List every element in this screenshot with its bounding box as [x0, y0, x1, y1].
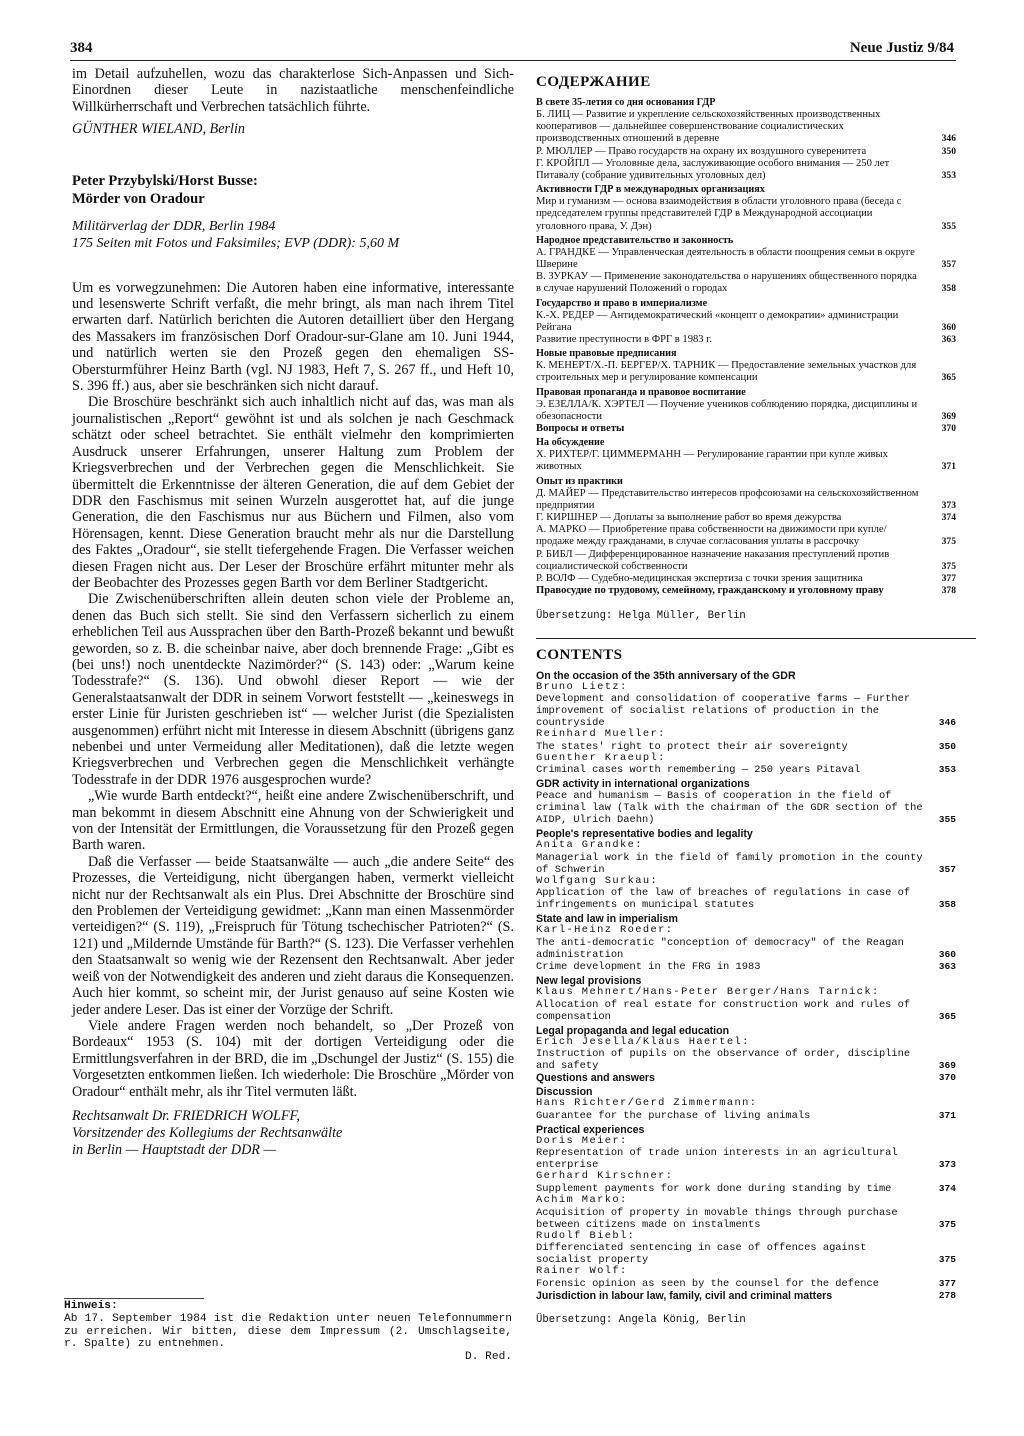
- prev-review-text: im Detail aufzuhellen, wozu das charakterlose Sich-Anpassen und Sich-Einordnen dieser Leute in nazistaatliche menschenfeindliche Willkürherrschaft und Verbrechen tatsächlich führte.: [72, 66, 514, 115]
- toc-entry-text: Guarantee for the purchase of living animals: [536, 1109, 811, 1122]
- toc-entry-text: Б. ЛИЦ — Развитие и укрепление сельскохозяйственных производственных кооперативов — дальнейшее совершенствование социалистических производственных отношений в деревне: [536, 109, 881, 145]
- toc-entry-page: 350: [938, 740, 956, 752]
- toc-entry-page: 365: [941, 372, 956, 384]
- book-heading: [72, 172, 514, 208]
- toc-entry-page: 360: [938, 949, 956, 961]
- toc-entry-page: 365: [938, 1010, 956, 1022]
- toc-entry: [536, 1278, 956, 1290]
- toc-entry-text: The anti-democratic "conception of democracy" of the Reagan administration: [536, 937, 904, 962]
- toc-entry-page: 363: [941, 334, 956, 346]
- toc-section-heading: Народное представительство и законность: [536, 234, 734, 246]
- review-paragraph: Um es vorwegzunehmen: Die Autoren haben eine informative, interessante und lesenswerte Schrift verfaßt, die mehr bringt, als man nach ihrem Titel erwarten darf. Natürlich berichten die Autoren detailliert über den Hergang des Massakers im französischen Dorf Oradour-sur-Glane am 10. Juni 1944, und natürlich werten sie den Prozeß gegen den ehemaligen SS-Obersturmführer Heinz Barth (vgl. NJ 1983, Heft 7, S. 267 ff., und Heft 10, S. 396 ff.) aus, aber sie beschränken sich nicht darauf.: [72, 279, 514, 395]
- toc-entry-text: К. МЕНЕРТ/Х.-П. БЕРГЕР/Х. ТАРНИК — Предоставление земельных участков для строительных мер и регулирование компенсации: [536, 360, 917, 384]
- toc-entry-author: Guenther Kraeupl:: [536, 751, 666, 764]
- review-paragraph: Die Broschüre beschränkt sich auch inhaltlich nicht auf das, was man als journalistischen „Report“ gewöhnt ist und als solchen je nach Geschmack schätzt oder scheel betrachtet. Sie enthält vielmehr den komprimierten Ausdruck unserer Erfahrungen, unserer Haltung zum Problem der Kriegsverbrechen und der Verbrechen gegen die Menschlichkeit. Sie übermittelt die Erkenntnisse der älteren Generation, die auf dem Gebiet der DDR den Faschismus mit seinen Wurzeln ausgerottet hat, auf die junge Generation, die den Faschismus nur aus Büchern und Filmen, also vom Hörensagen, kennt. Diese Generation braucht mehr als nur die Darstellung des Faktes „Oradour“, sie stellt tiefergehende Fragen. Die Verfasser weichen diesen Fragen nicht aus. Der Leser der Broschüre erfährt mitunter mehr als der Beobachter des Prozesses gegen Barth vor dem Berliner Stadtgericht.: [72, 394, 514, 591]
- toc-entry-text: Развитие преступности в ФРГ в 1983 г.: [536, 334, 713, 346]
- toc-entry-author: Wolfgang Surkau:: [536, 874, 659, 887]
- toc-en-title: CONTENTS: [536, 646, 623, 663]
- toc-entry-page: 358: [941, 283, 956, 295]
- toc-entry-page: 375: [941, 560, 956, 572]
- toc-section-heading: Государство и право в империализме: [536, 297, 708, 309]
- toc-entry-page: 346: [938, 717, 956, 729]
- toc-ru-body: [536, 97, 956, 598]
- toc-entry-author: Achim Marko:: [536, 1194, 628, 1207]
- toc-entry: [536, 146, 956, 158]
- toc-entry-author: Gerhard Kirschner:: [536, 1170, 674, 1183]
- toc-entry: [536, 1147, 956, 1171]
- toc-entry: [536, 741, 956, 753]
- book-publisher: Militärverlag der DDR, Berlin 1984: [72, 218, 276, 234]
- note-heading: Hinweis:: [64, 1300, 118, 1312]
- toc-entry-text: Г. КРОЙПЛ — Уголовные дела, заслуживающие особого внимания — 250 лет Питавалу (собрание удивительных уголовных дел): [536, 157, 890, 182]
- toc-english: [536, 647, 956, 1326]
- toc-entry-text: Supplement payments for work done during standing by time: [536, 1183, 892, 1196]
- toc-entry: [536, 887, 956, 911]
- toc-entry: [536, 158, 956, 182]
- toc-entry-text: Managerial work in the field of family promotion in the county of Schwerin: [536, 851, 923, 876]
- toc-entry-page: 357: [938, 863, 956, 875]
- toc-ru-title: СОДЕРЖАНИЕ: [536, 74, 651, 90]
- toc-section-heading: Правовая пропаганда и правовое воспитание: [536, 386, 746, 398]
- toc-entry-text: Р. МЮЛЛЕР — Право государств на охрану их воздушного суверенитета: [536, 145, 867, 157]
- toc-entry-text: Differenciated sentencing in case of offences against socialist property: [536, 1242, 867, 1267]
- header-rule: [70, 60, 956, 61]
- toc-entry-text: Allocation of real estate for construction work and rules of compensation: [536, 998, 911, 1023]
- toc-section-heading: Discussion: [536, 1086, 593, 1099]
- toc-entry-text: Мир и гуманизм — основа взаимодействия в области уголовного права (беседа с председателем группы представителей ГДР в Международной ассоциации уголовного права, У. Дэн): [536, 196, 902, 232]
- toc-entry-text: Г. КИРШНЕР — Доплаты за выполнение работ во время дежурства: [536, 512, 842, 524]
- toc-entry-author: Rainer Wolf:: [536, 1265, 628, 1278]
- toc-entry-page: 355: [938, 814, 956, 826]
- toc-entry-text: The states' right to protect their air sovereignty: [536, 740, 848, 753]
- toc-section-heading: В свете 35-летия со дня основания ГДР: [536, 97, 716, 108]
- toc-divider: [536, 638, 976, 639]
- toc-entry: [536, 1207, 956, 1231]
- toc-entry-text: Peace and humanism — Basis of cooperation in the field of criminal law (Talk with the chairman of the GDR section of the AIDP, Ulrich Daehn): [536, 790, 923, 827]
- toc-en-body: [536, 670, 956, 1302]
- toc-entry-page: 375: [938, 1254, 956, 1266]
- toc-entry: [536, 109, 956, 146]
- toc-entry-page: 377: [941, 573, 956, 585]
- toc-entry-author: Hans Richter/Gerd Zimmermann:: [536, 1097, 758, 1110]
- toc-entry-author: Klaus Mehnert/Hans-Peter Berger/Hans Tarnick:: [536, 986, 880, 999]
- toc-entry: [536, 524, 956, 548]
- toc-entry: [536, 271, 956, 295]
- toc-entry-page: 371: [941, 461, 956, 473]
- toc-entry-page: 370: [941, 423, 956, 435]
- toc-entry-text: Х. РИХТЕР/Г. ЦИММЕРМАНН — Регулирование гарантии при купле живых животных: [536, 449, 888, 473]
- toc-section-heading: On the occasion of the 35th anniversary of the GDR: [536, 669, 796, 682]
- book-details: 175 Seiten mit Fotos und Faksimiles; EVP (DDR): 5,60 M: [72, 235, 400, 251]
- toc-entry-page: 346: [941, 133, 956, 145]
- toc-section-heading: People's representative bodies and legality: [536, 828, 753, 841]
- toc-entry-page: 374: [941, 512, 956, 524]
- toc-entry-text: Application of the law of breaches of regulations in case of infringements on municipal statutes: [536, 887, 911, 912]
- toc-en-translation: Übersetzung: Angela König, Berlin: [536, 1313, 746, 1326]
- toc-entry-text: Development and consolidation of cooperative farms — Further improvement of socialist relations of production in the countryside: [536, 693, 911, 730]
- toc-entry-author: Reinhard Mueller:: [536, 728, 666, 741]
- toc-entry: [536, 999, 956, 1023]
- toc-entry-text: А. ГРАНДКЕ — Управленческая деятельность в области поощрения семьи в округе Шверине: [536, 246, 915, 271]
- toc-section-heading: На обсуждение: [536, 437, 605, 449]
- toc-entry-text: Instruction of pupils on the observance of order, discipline and safety: [536, 1048, 911, 1073]
- book-meta: [72, 218, 514, 252]
- page-number: 384: [70, 40, 93, 56]
- review-signature: [72, 1108, 514, 1159]
- toc-entry-page: 353: [941, 170, 956, 182]
- note-text: Ab 17. September 1984 ist die Redaktion unter neuen Telefonnummern zu erreichen. Wir bitten, diese dem Impressum (2. Umschlagseite, r. Spalte) zu entnehmen.: [64, 1312, 512, 1351]
- toc-section-heading: Опыт из практики: [536, 475, 623, 487]
- toc-entry-page: 378: [941, 585, 956, 597]
- signature-line: Vorsitzender des Kollegiums der Rechtsanwälte: [72, 1124, 343, 1141]
- toc-entry-page: 278: [938, 1289, 956, 1301]
- signature-line: in Berlin — Hauptstadt der DDR —: [72, 1141, 277, 1158]
- signature-line: Rechtsanwalt Dr. FRIEDRICH WOLFF,: [72, 1107, 300, 1124]
- toc-entry-page: 369: [941, 410, 956, 422]
- toc-section-heading: State and law in imperialism: [536, 913, 678, 926]
- toc-section-heading: Legal propaganda and legal education: [536, 1024, 730, 1037]
- toc-entry-author: Bruno Lietz:: [536, 680, 628, 693]
- note-rule: [64, 1298, 204, 1299]
- toc-entry-page: 355: [941, 220, 956, 232]
- toc-entry-page: 350: [941, 145, 956, 157]
- toc-entry-page: 370: [938, 1072, 956, 1084]
- toc-entry: [536, 790, 956, 826]
- book-authors: Peter Przybylski/Horst Busse:: [72, 172, 258, 189]
- toc-entry: [536, 549, 956, 573]
- toc-entry-page: 360: [941, 321, 956, 333]
- toc-entry-page: 375: [941, 536, 956, 548]
- note-sign: D. Red.: [465, 1351, 512, 1364]
- toc-entry: [536, 1242, 956, 1266]
- toc-entry-page: 353: [938, 764, 956, 776]
- toc-entry-page: 375: [938, 1218, 956, 1230]
- toc-entry-text: Forensic opinion as seen by the counsel for the defence: [536, 1277, 879, 1290]
- toc-entry-text: Crime development in the FRG in 1983: [536, 961, 761, 974]
- toc-entry-text: Jurisdiction in labour law, family, civil and criminal matters: [536, 1289, 833, 1302]
- toc-entry-page: 371: [938, 1109, 956, 1121]
- toc-entry-author: Anita Grandke:: [536, 839, 643, 852]
- toc-entry-page: 373: [938, 1159, 956, 1171]
- toc-entry-text: Representation of trade union interests in an agricultural enterprise: [536, 1147, 898, 1172]
- toc-entry: [536, 764, 956, 776]
- toc-entry: [536, 1290, 956, 1302]
- right-column: [536, 72, 956, 1326]
- toc-entry-page: 377: [938, 1277, 956, 1289]
- toc-entry: [536, 1110, 956, 1122]
- toc-entry: [536, 961, 956, 973]
- toc-entry: [536, 1048, 956, 1072]
- toc-entry-text: Д. МАЙЕР — Представительство интересов профсоюзами на сельскохозяйственном предприятии: [536, 487, 919, 511]
- toc-entry-text: Правосудие по трудовому, семейному, гражданскому и уголовному праву: [536, 585, 884, 597]
- toc-entry-author: Karl-Heinz Roeder:: [536, 924, 674, 937]
- toc-entry-text: Questions and answers: [536, 1072, 655, 1085]
- toc-entry-text: Р. БИБЛ — Дифференцированное назначение наказания преступлений против социалистической собственности: [536, 548, 890, 572]
- toc-entry: [536, 423, 956, 435]
- toc-entry-text: Э. ЕЗЕЛЛА/К. ХЭРТЕЛ — Поучение учеников соблюдению порядка, дисциплины и обезопасности: [536, 398, 918, 422]
- toc-ru-translation: Übersetzung: Helga Müller, Berlin: [536, 609, 746, 622]
- editorial-note: [64, 1300, 512, 1364]
- toc-entry: [536, 1072, 956, 1084]
- toc-entry: [536, 449, 956, 473]
- toc-entry-page: 358: [938, 899, 956, 911]
- review-body: [72, 280, 514, 1100]
- toc-entry-text: К.-Х. РЕДЕР — Антидемократический «концепт о демократии» администрации Рейгана: [536, 309, 899, 333]
- toc-entry: [536, 512, 956, 524]
- left-column: [72, 66, 514, 1159]
- toc-entry: [536, 196, 956, 233]
- toc-entry: [536, 937, 956, 961]
- toc-entry-text: Acquisition of property in movable things through purchase between citizens made on instalments: [536, 1206, 898, 1231]
- journal-title: Neue Justiz 9/84: [849, 40, 954, 56]
- toc-entry-text: Criminal cases worth remembering — 250 years Pitaval: [536, 764, 861, 777]
- toc-entry: [536, 360, 956, 384]
- toc-entry: [536, 852, 956, 876]
- toc-entry: [536, 573, 956, 585]
- toc-section-heading: Активности ГДР в международных организациях: [536, 184, 765, 196]
- toc-entry-page: 369: [938, 1060, 956, 1072]
- review-paragraph: „Wie wurde Barth entdeckt?“, heißt eine andere Zwischenüberschrift, und man bekommt in diesem Abschnitt eine Ahnung von der Schwierigkeit und von der Intensität der Ermittlungen, die Voraussetzung für den Prozeß gegen Barth waren.: [72, 788, 514, 854]
- toc-entry: [536, 399, 956, 423]
- toc-entry: [536, 693, 956, 729]
- toc-entry-page: 357: [941, 259, 956, 271]
- review-paragraph: Daß die Verfasser — beide Staatsanwälte — auch „die andere Seite“ des Prozesses, die Verteidigung, nicht übergangen haben, vermerkt vielleicht nicht nur der Rechtsanwalt als ein Plus. Drei Abschnitte der Broschüre sind den Problemen der Verteidigung gewidmet: „Kann man einen Massenmörder verteidigen?“ (S. 119), „Freispruch für Tötung tschechischer Patrioten?“ (S. 121) und „Mildernde Umstände für Barth?“ (S. 123). Die Verfasser verhehlen den Staatsanwalt so wenig wie der Rezensent den Rechtsanwalt. Aber jeder weiß von der Notwendigkeit des anderen und zieht daraus die Konsequenzen. Auch hier kommt, so scheint mir, der Jurist genauso auf seine Kosten wie jeder andere Leser. Das ist einer der Vorzüge der Schrift.: [72, 853, 514, 1018]
- toc-entry-page: 373: [941, 499, 956, 511]
- toc-entry: [536, 585, 956, 597]
- review-paragraph: Viele andere Fragen werden noch behandelt, so „Der Prozeß von Bordeaux“ 1953 (S. 104) mit der dortigen Verteidigung oder die Ermittlungsverfahren in der BRD, die im „Dschungel der Justiz“ (S. 155) die Vorgesetzten entkommen ließen. Ich wiederhole: Die Broschüre „Mörder von Oradour“ enthält mehr, als ihr Titel vermuten läßt.: [72, 1017, 514, 1100]
- toc-entry-text: Р. ВОЛФ — Судебно-медицинская экспертиза с точки зрения защитника: [536, 573, 863, 585]
- book-title: Mörder von Oradour: [72, 190, 205, 207]
- toc-entry-author: Doris Meier:: [536, 1134, 628, 1147]
- toc-entry-author: Erich Jesella/Klaus Haertel:: [536, 1035, 750, 1048]
- toc-russian: [536, 74, 956, 622]
- toc-entry: [536, 310, 956, 334]
- toc-entry: [536, 247, 956, 271]
- toc-entry-page: 363: [938, 961, 956, 973]
- toc-section-heading: New legal provisions: [536, 975, 642, 988]
- toc-entry-page: 374: [938, 1183, 956, 1195]
- prev-review-signature: GÜNTHER WIELAND, Berlin: [72, 121, 246, 138]
- toc-entry-text: А. МАРКО — Приобретение права собственности на движимости при купле/продаже между гражданами, в случае согласования уплаты в рассрочку: [536, 524, 887, 548]
- toc-entry: [536, 334, 956, 346]
- toc-entry-author: Rudolf Biebl:: [536, 1229, 636, 1242]
- toc-section-heading: Новые правовые предписания: [536, 348, 677, 360]
- toc-section-heading: Practical experiences: [536, 1123, 645, 1136]
- review-paragraph: Die Zwischenüberschriften allein deuten schon viele der Probleme an, denen das Buch sich stellt. Sie sind den Verfassern sicherlich zu einem erheblichen Teil aus Aussprachen über den Barth-Prozeß bekannt und bewußt geworden, so z. B. die scheinbar naive, aber doch brennende Frage: „Gibt es (bei uns!) noch unentdeckte Nazimörder?“ (S. 143) oder: „Warum keine Todesstrafe?“ (S. 136). Und obwohl dieser Report — wie der Generalstaatsanwalt der DDR in seinem Vorwort feststellt — „keineswegs in erster Linie für Juristen geschrieben ist“ — welcher Jurist (die Spezialisten ausgenommen) erführt nicht mit Interesse in diesem Abschnitt (übrigens ganz nebenbei und unter Vermeidung aller Meditationen), daß die letzte wegen Kriegsverbrechen und Verbrechen gegen die Menschlichkeit verhängte Todesstrafe in der DDR 1976 ausgesprochen wurde?: [72, 591, 514, 788]
- toc-entry-text: Вопросы и ответы: [536, 423, 625, 435]
- toc-section-heading: GDR activity in international organizations: [536, 778, 750, 791]
- toc-entry-text: В. ЗУРКАУ — Применение законодательства о нарушениях общественного порядка в случае нарушений Положений о городах: [536, 271, 917, 295]
- toc-entry: [536, 488, 956, 512]
